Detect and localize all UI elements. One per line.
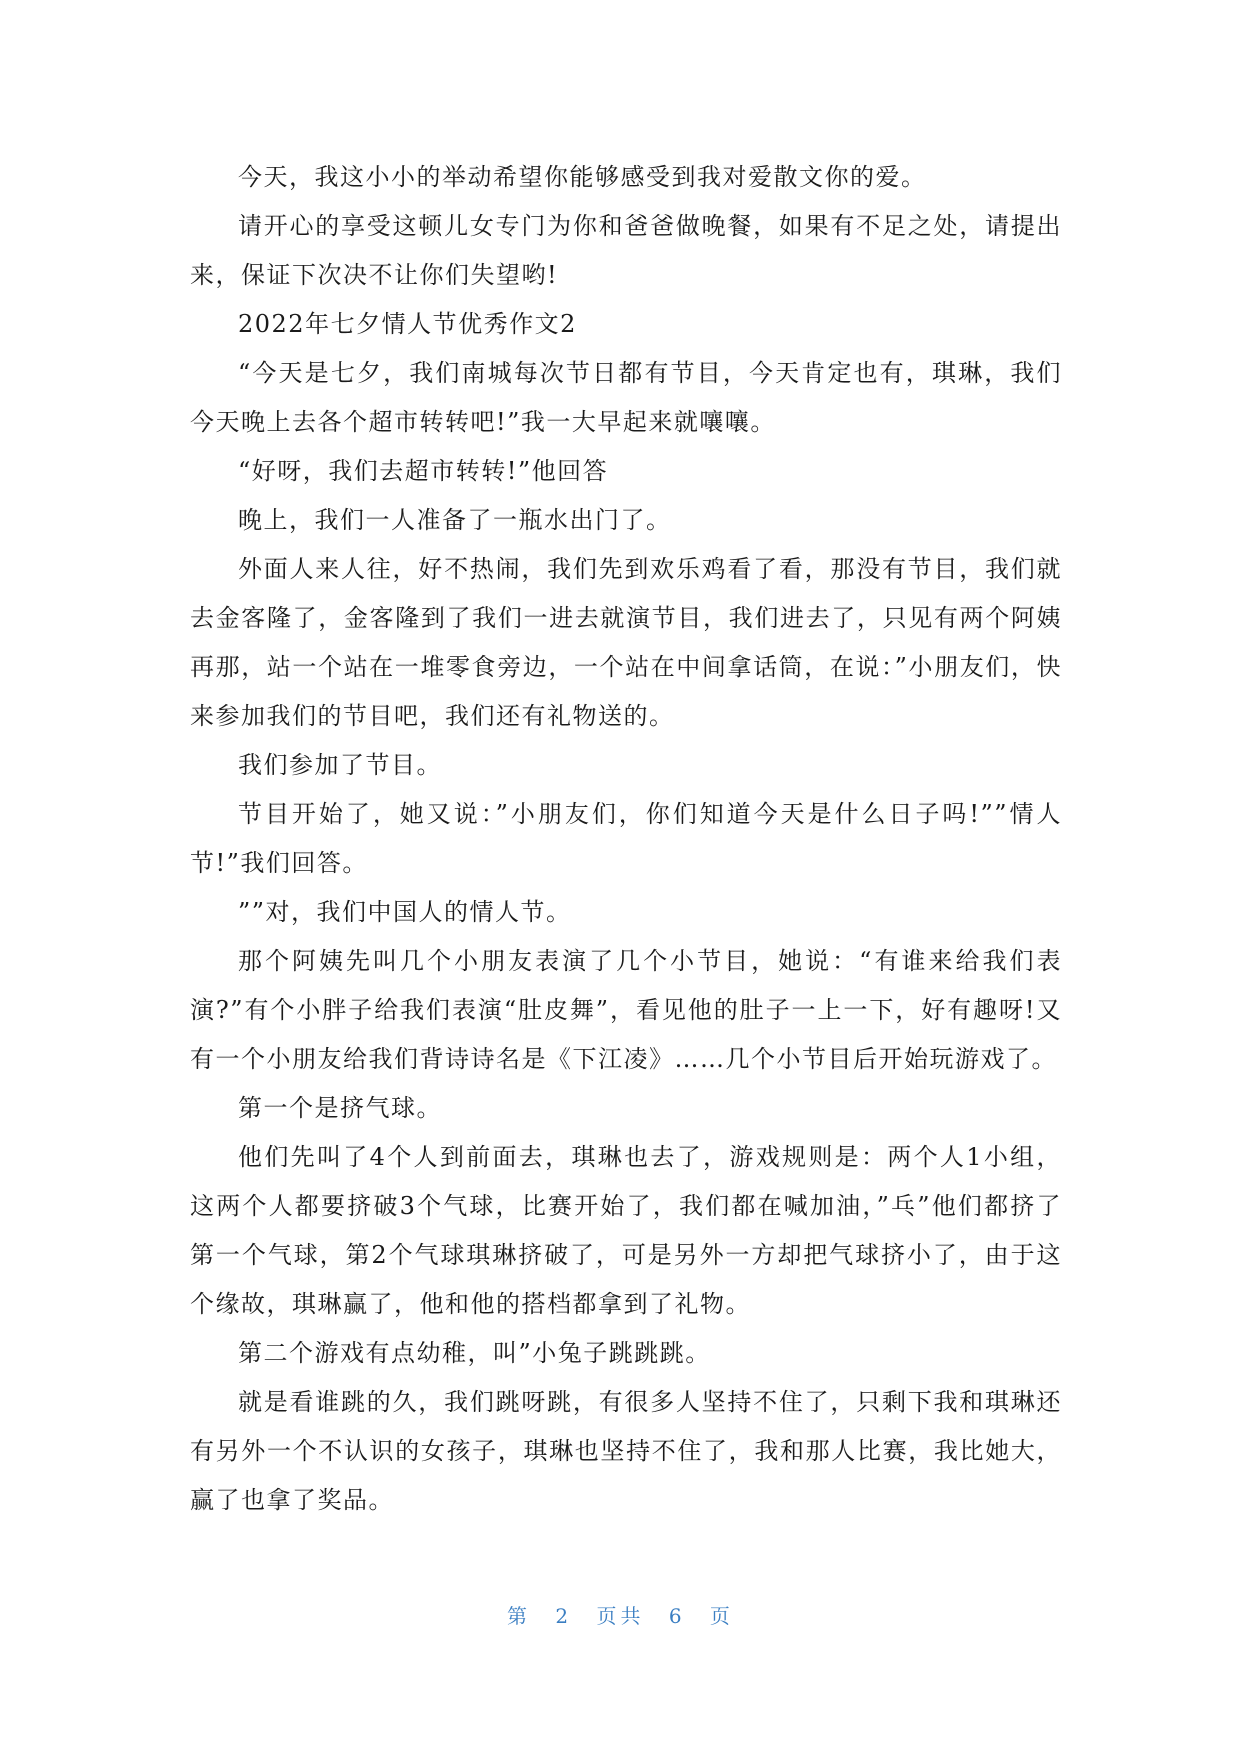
article-body (190, 153, 1062, 1525)
page-number-footer: 第 2 页共 6 页 (507, 1604, 734, 1628)
paragraph: 第二个游戏有点幼稚，叫”小兔子跳跳跳。 (238, 1339, 711, 1367)
paragraph: “好呀，我们去超市转转!”他回答 (238, 457, 609, 485)
paragraph: 外面人来人往，好不热闹，我们先到欢乐鸡看了看，那没有节目，我们就去金客隆了，金客隆到了我们一进去就演节目，我们进去了，只见有两个阿姨再那，站一个站在一堆零食旁边，一个站在中间拿话筒，在说：”小朋友们，快来参加我们的节目吧，我们还有礼物送的。 (190, 555, 1062, 730)
paragraph: 第一个是挤气球。 (238, 1094, 442, 1122)
paragraph: 我们参加了节目。 (238, 751, 442, 779)
paragraph: 就是看谁跳的久，我们跳呀跳，有很多人坚持不住了，只剩下我和琪琳还有另外一个不认识的女孩子，琪琳也坚持不住了，我和那人比赛，我比她大，赢了也拿了奖品。 (190, 1388, 1062, 1514)
paragraph: 他们先叫了4个人到前面去，琪琳也去了，游戏规则是：两个人1小组，这两个人都要挤破3个气球，比赛开始了，我们都在喊加油，”乓”他们都挤了第一个气球，第2个气球琪琳挤破了，可是另外一方却把气球挤小了，由于这个缘故，琪琳赢了，他和他的搭档都拿到了礼物。 (190, 1143, 1062, 1318)
paragraph: 节目开始了，她又说：”小朋友们，你们知道今天是什么日子吗!””情人节!”我们回答。 (190, 800, 1062, 877)
paragraph: 请开心的享受这顿儿女专门为你和爸爸做晚餐，如果有不足之处，请提出来，保证下次决不让你们失望哟! (190, 212, 1062, 289)
paragraph: ””对，我们中国人的情人节。 (238, 898, 572, 926)
paragraph: “今天是七夕，我们南城每次节日都有节目，今天肯定也有，琪琳，我们今天晚上去各个超市转转吧!”我一大早起来就嚷嚷。 (190, 359, 1062, 436)
paragraph: 今天，我这小小的举动希望你能够感受到我对爱散文你的爱。 (238, 163, 927, 191)
paragraph: 晚上，我们一人准备了一瓶水出门了。 (238, 506, 672, 534)
paragraph: 那个阿姨先叫几个小朋友表演了几个小节目，她说：“有谁来给我们表演?”有个小胖子给我们表演“肚皮舞”，看见他的肚子一上一下，好有趣呀!又有一个小朋友给我们背诗诗名是《下江凌》……几个小节目后开始玩游戏了。 (190, 947, 1062, 1073)
section-heading: 2022年七夕情人节优秀作文2 (238, 310, 577, 338)
